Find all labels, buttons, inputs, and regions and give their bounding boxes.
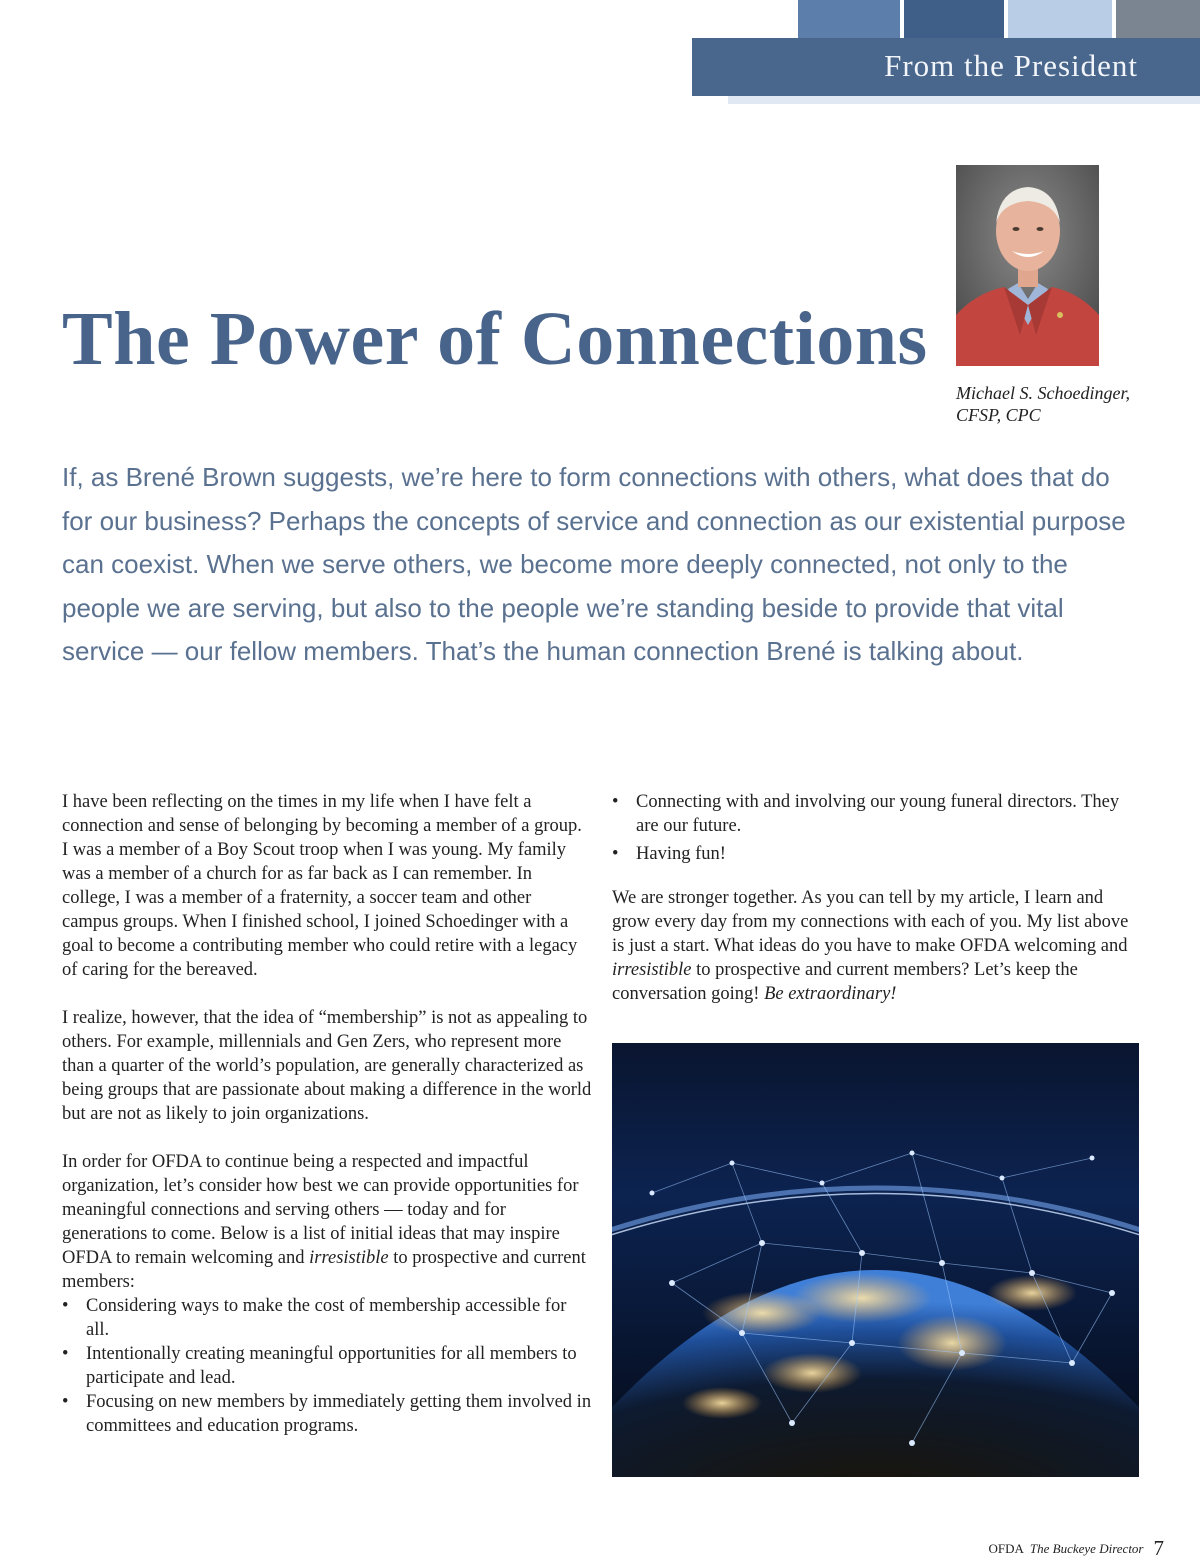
body-text: In order for OFDA to continue being a respected and impactful organization, let’s consider how best we can provide opportunities for meaningful connections and serving others — today and for generations to come. Below is a list of initial ideas that may inspire OFDA to remain welcoming and bbox=[62, 1152, 579, 1268]
author-portrait bbox=[956, 165, 1099, 366]
body-paragraph bbox=[62, 1150, 592, 1294]
body-text: to prospective and current members? Let’s keep the conversation going! bbox=[612, 960, 1078, 1004]
section-label: From the President bbox=[884, 48, 1138, 83]
body-text: to prospective and current members: bbox=[62, 1248, 586, 1292]
footer-org: OFDA bbox=[988, 1541, 1024, 1556]
list-item: • Connecting with and involving our young funeral directors. They are our future. bbox=[612, 790, 1142, 838]
page-number: 7 bbox=[1153, 1536, 1164, 1558]
footer-publication: The Buckeye Director bbox=[1029, 1541, 1144, 1556]
author-caption bbox=[956, 382, 1130, 426]
emphasis-text: irresistible bbox=[309, 1248, 389, 1268]
body-column-left bbox=[62, 790, 592, 1438]
body-text: We are stronger together. As you can tell by my article, I learn and grow every day from my connections with each of you. My list above is just a start. What ideas do you have to make OFDA welcoming and bbox=[612, 888, 1129, 956]
section-bar bbox=[692, 38, 1200, 96]
list-item: • Considering ways to make the cost of membership accessible for all. bbox=[62, 1294, 592, 1342]
earth-network-image bbox=[612, 1043, 1139, 1477]
closing-paragraph bbox=[612, 886, 1142, 1006]
author-credentials: CFSP, CPC bbox=[956, 405, 1041, 425]
ideas-list-continued bbox=[612, 790, 1142, 866]
body-paragraph: I realize, however, that the idea of “membership” is not as appealing to others. For example, millennials and Gen Zers, who represent more than a quarter of the world’s population, are generally characterized as being groups that are passionate about making a difference in the world but are not as likely to join organizations. bbox=[62, 1008, 592, 1124]
list-item: • Focusing on new members by immediately getting them involved in committees and education programs. bbox=[62, 1390, 592, 1438]
header-block-3 bbox=[1008, 0, 1112, 38]
ideas-list bbox=[62, 1294, 592, 1438]
header-block-2 bbox=[904, 0, 1004, 38]
article-title: The Power of Connections bbox=[62, 297, 928, 381]
page-footer bbox=[989, 1536, 1165, 1558]
list-item: • Intentionally creating meaningful opportunities for all members to participate and lead. bbox=[62, 1342, 592, 1390]
section-bar-shadow bbox=[728, 96, 1200, 104]
list-item: • Having fun! bbox=[612, 842, 1142, 866]
body-column-right bbox=[612, 790, 1142, 1030]
emphasis-text: irresistible bbox=[612, 960, 692, 980]
body-paragraph: I have been reflecting on the times in my life when I have felt a connection and sense of belonging by becoming a member of a group. I was a member of a Boy Scout troop when I was young. My family was a member of a church for as far back as I can remember. In college, I was a member of a fraternity, a soccer team and other campus groups. When I finished school, I joined Schoedinger with a goal to become a contributing member who could retire with a legacy of caring for the bereaved. bbox=[62, 792, 582, 980]
header-block-4 bbox=[1116, 0, 1200, 38]
sign-off: Be extraordinary! bbox=[764, 984, 897, 1004]
author-name: Michael S. Schoedinger, bbox=[956, 383, 1130, 403]
header-block-1 bbox=[798, 0, 900, 38]
article-intro: If, as Brené Brown suggests, we’re here to form connections with others, what does that do for our business? Perhaps the concepts of service and connection as our existential purpose can coexist. When we serve others, we become more deeply connected, not only to the people we are serving, but also to the people we’re standing beside to provide that vital service — our fellow members. That’s the human connection Brené is talking about. bbox=[62, 462, 1126, 667]
